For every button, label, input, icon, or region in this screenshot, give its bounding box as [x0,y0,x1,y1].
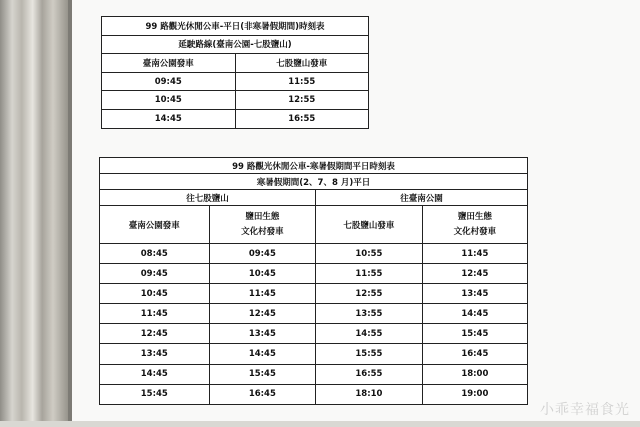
time-cell: 10:45 [100,284,210,304]
holiday-timetable [99,157,528,405]
table-row [102,91,369,110]
time-cell: 18:10 [316,384,423,404]
table-row [102,72,369,91]
table-row [100,384,528,404]
table-row [100,344,528,364]
time-cell: 10:45 [102,91,236,110]
table1-col-header: 臺南公園發車 [102,54,236,73]
table-row [100,284,528,304]
time-cell: 11:45 [209,284,316,304]
time-cell: 16:55 [316,364,423,384]
time-cell: 14:45 [422,304,527,324]
time-cell: 16:45 [422,344,527,364]
time-cell: 14:45 [102,109,236,128]
time-cell: 13:55 [316,304,423,324]
table2-title: 99 路觀光休閒公車-寒暑假期間平日時刻表 [100,158,528,174]
table1-route: 延駛路線(臺南公園-七股鹽山) [102,35,369,54]
time-cell: 12:45 [209,304,316,324]
time-cell: 09:45 [102,72,236,91]
weekday-timetable [101,16,369,129]
time-cell: 18:00 [422,364,527,384]
time-cell: 19:00 [422,384,527,404]
time-cell: 11:55 [316,264,423,284]
time-cell: 13:45 [209,324,316,344]
table1-title: 99 路觀光休閒公車-平日(非寒暑假期間)時刻表 [102,17,369,36]
time-cell: 12:45 [422,264,527,284]
table2-period: 寒暑假期間(2、7、8 月)平日 [100,174,528,190]
table-row [102,109,369,128]
time-cell: 15:45 [422,324,527,344]
time-cell: 13:45 [422,284,527,304]
table-row [100,364,528,384]
table2-col-header: 鹽田生態 文化村發車 [209,206,316,244]
time-cell: 14:45 [209,344,316,364]
time-cell: 13:45 [100,344,210,364]
time-cell: 11:45 [100,304,210,324]
time-cell: 11:55 [235,72,369,91]
table-row [100,324,528,344]
table-row [100,244,528,264]
time-cell: 12:45 [100,324,210,344]
bottom-strip [0,421,640,427]
time-cell: 16:45 [209,384,316,404]
table1-col-header: 七股鹽山發車 [235,54,369,73]
table-row [100,304,528,324]
time-cell: 15:45 [209,364,316,384]
time-cell: 15:55 [316,344,423,364]
time-cell: 08:45 [100,244,210,264]
table2-col-header: 七股鹽山發車 [316,206,423,244]
time-cell: 16:55 [235,109,369,128]
table2-col-header: 鹽田生態 文化村發車 [422,206,527,244]
table-row [100,264,528,284]
time-cell: 12:55 [235,91,369,110]
direction-header: 往臺南公園 [316,190,528,206]
metal-frame-post [0,0,68,427]
time-cell: 09:45 [100,264,210,284]
table2-col-header: 臺南公園發車 [100,206,210,244]
time-cell: 14:45 [100,364,210,384]
time-cell: 10:45 [209,264,316,284]
watermark: 小乖幸福食光 [540,402,630,418]
time-cell: 12:55 [316,284,423,304]
time-cell: 11:45 [422,244,527,264]
time-cell: 14:55 [316,324,423,344]
time-cell: 10:55 [316,244,423,264]
time-cell: 09:45 [209,244,316,264]
direction-header: 往七股鹽山 [100,190,316,206]
time-cell: 15:45 [100,384,210,404]
